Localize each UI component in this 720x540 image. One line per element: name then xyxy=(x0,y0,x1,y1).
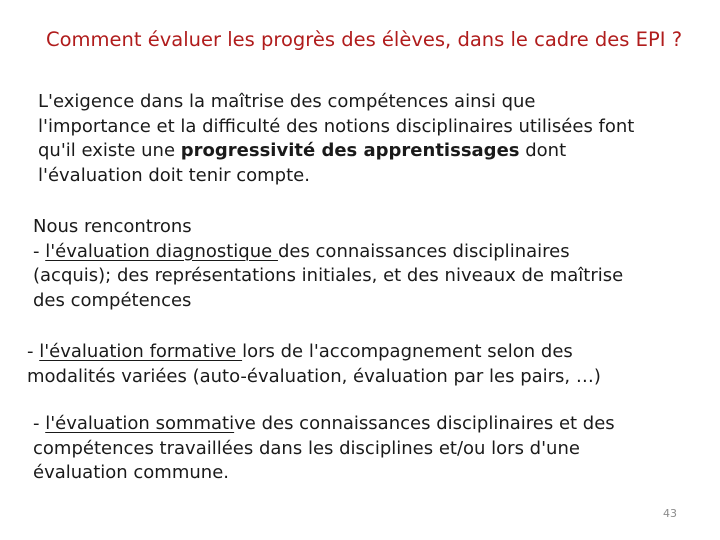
text-line xyxy=(27,340,601,365)
slide-title: Comment évaluer les progrès des élèves, dans le cadre des EPI ? xyxy=(46,28,683,51)
text-span: dont xyxy=(519,140,567,161)
paragraph-requirements xyxy=(38,90,634,188)
paragraph-summative xyxy=(33,412,615,486)
text-line: (acquis); des représentations initiales, et des niveaux de maîtrise xyxy=(33,265,624,286)
text-line: l'importance et la difficulté des notions disciplinaires utilisées font xyxy=(38,115,635,137)
text-line: des compétences xyxy=(33,289,192,311)
underlined-term-diagnostic: l'évaluation diagnostique xyxy=(45,240,278,262)
bullet-dash: - xyxy=(27,341,40,362)
paragraph-formative xyxy=(27,340,601,389)
text-line xyxy=(33,412,615,437)
text-span: qu'il existe une xyxy=(38,140,181,161)
text-line: Nous rencontrons xyxy=(33,216,192,237)
text-line: modalités variées (auto-évaluation, évaluation par les pairs, …) xyxy=(27,365,601,387)
text-span: lors de l'accompagnement selon des xyxy=(242,341,573,362)
underlined-term-formative: l'évaluation formative xyxy=(39,341,243,362)
text-line xyxy=(38,139,634,164)
text-line: L'exigence dans la maîtrise des compétences ainsi que xyxy=(38,91,536,112)
paragraph-diagnostic xyxy=(33,215,623,313)
page-number: 43 xyxy=(663,507,677,520)
text-line xyxy=(33,240,623,265)
bold-emphasis: progressivité des apprentissages xyxy=(180,140,520,161)
text-span: des connaissances disciplinaires xyxy=(277,240,570,262)
bullet-dash: - xyxy=(33,240,46,262)
bullet-dash: - xyxy=(33,413,46,434)
underlined-term-summative: l'évaluation sommati xyxy=(45,413,235,434)
text-line: l'évaluation doit tenir compte. xyxy=(38,164,310,186)
text-span: ve des connaissances disciplinaires et des xyxy=(234,413,615,434)
text-line: évaluation commune. xyxy=(33,462,229,483)
text-line: compétences travaillées dans les disciplines et/ou lors d'une xyxy=(33,437,580,459)
